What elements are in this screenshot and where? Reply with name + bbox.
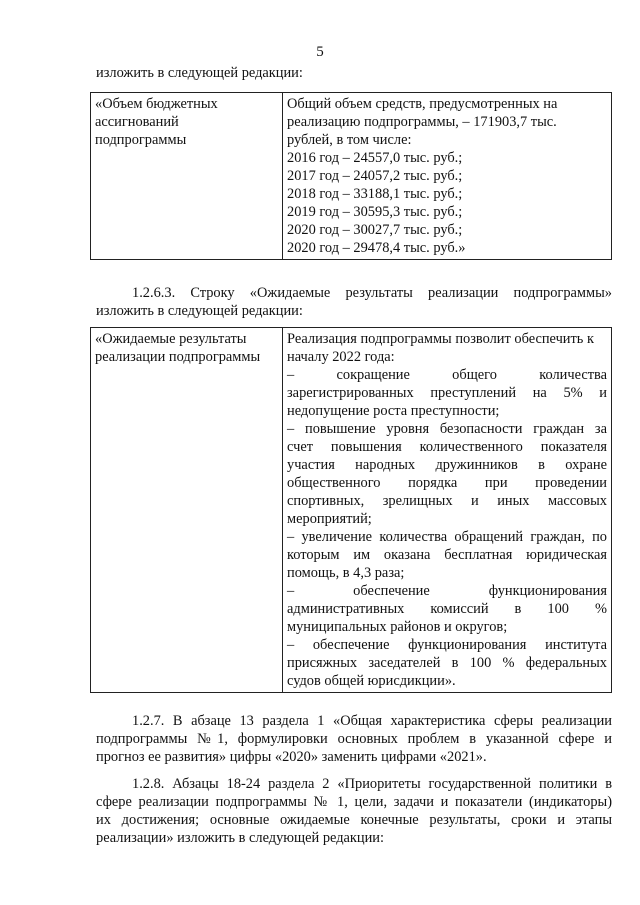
result-line: спортивных, зрелищных и иных массовых [287, 493, 607, 509]
budget-label-line: «Объем бюджетных [95, 96, 218, 112]
budget-total-line: рублей, в том числе: [287, 132, 412, 148]
paragraph-1-2-8-line: 1.2.8. Абзацы 18-24 раздела 2 «Приоритеты государственной политики в [132, 776, 612, 792]
budget-table-label-cell [91, 93, 283, 260]
result-line: зарегистрированных преступлений на 5% и [287, 385, 607, 401]
paragraph-1-2-6-3-cont: изложить в следующей редакции: [96, 303, 303, 319]
result-line: общественного порядка при проведении [287, 475, 607, 491]
result-line: присяжных заседателей в 100 % федеральных [287, 655, 607, 671]
result-line: помощь, в 4,3 раза; [287, 565, 405, 581]
page-number: 5 [316, 44, 324, 60]
budget-year-line: 2017 год – 24057,2 тыс. руб.; [287, 168, 463, 184]
result-line: – повышение уровня безопасности граждан за [287, 421, 607, 437]
result-line: административных комиссий в 100 % [287, 601, 607, 617]
budget-table [90, 92, 612, 260]
result-line: началу 2022 года: [287, 349, 395, 365]
budget-year-line: 2020 год – 29478,4 тыс. руб.» [287, 240, 466, 256]
expected-results-label-cell [91, 328, 283, 693]
result-line: счет повышения количественного показателя [287, 439, 607, 455]
intro-line: изложить в следующей редакции: [96, 65, 303, 81]
result-line: – обеспечение функционирования института [287, 637, 607, 653]
budget-label-line: подпрограммы [95, 132, 187, 148]
result-line: Реализация подпрограммы позволит обеспечить к [287, 331, 594, 347]
expected-results-value-cell [283, 328, 612, 693]
result-line: участия народных дружинников в охране [287, 457, 607, 473]
paragraph-1-2-8-line: их достижения; основные ожидаемые конечные результаты, сроки и этапы [96, 812, 612, 828]
result-line: судов общей юрисдикции». [287, 673, 456, 689]
budget-year-line: 2020 год – 30027,7 тыс. руб.; [287, 222, 463, 238]
result-line: недопущение роста преступности; [287, 403, 500, 419]
expected-results-row [91, 328, 612, 693]
expected-results-table [90, 327, 612, 693]
expected-results-label-line: реализации подпрограммы [95, 349, 261, 365]
budget-year-line: 2019 год – 30595,3 тыс. руб.; [287, 204, 463, 220]
result-line: муниципальных районов и округов; [287, 619, 508, 635]
budget-table-value-cell [283, 93, 612, 260]
budget-year-line: 2016 год – 24557,0 тыс. руб.; [287, 150, 463, 166]
budget-year-line: 2018 год – 33188,1 тыс. руб.; [287, 186, 463, 202]
expected-results-label-line: «Ожидаемые результаты [95, 331, 247, 347]
paragraph-1-2-7-line: 1.2.7. В абзаце 13 раздела 1 «Общая характеристика сферы реализации [132, 713, 612, 729]
paragraph-1-2-7-line: прогноз ее развития» цифры «2020» заменить цифрами «2021». [96, 749, 487, 765]
result-line: – сокращение общего количества [287, 367, 607, 383]
budget-total-line: реализацию подпрограммы, – 171903,7 тыс. [287, 114, 557, 130]
budget-total-line: Общий объем средств, предусмотренных на [287, 96, 558, 112]
result-line: – увеличение количества обращений граждан, по [287, 529, 607, 545]
paragraph-1-2-8-line: реализации» изложить в следующей редакции: [96, 830, 385, 846]
budget-table-row [91, 93, 612, 260]
result-line: – обеспечение функционирования [287, 583, 607, 599]
paragraph-1-2-8-line: сфере реализации подпрограммы № 1, цели, задачи и показатели (индикаторы) [96, 794, 612, 810]
result-line: которым им оказана бесплатная юридическая [287, 547, 607, 563]
paragraph-1-2-7-line: подпрограммы №1, формулировки основных проблем в указанной сфере и [96, 731, 612, 747]
paragraph-1-2-6-3: 1.2.6.3. Строку «Ожидаемые результаты реализации подпрограммы» [132, 285, 612, 301]
result-line: мероприятий; [287, 511, 372, 527]
budget-label-line: ассигнований [95, 114, 179, 130]
